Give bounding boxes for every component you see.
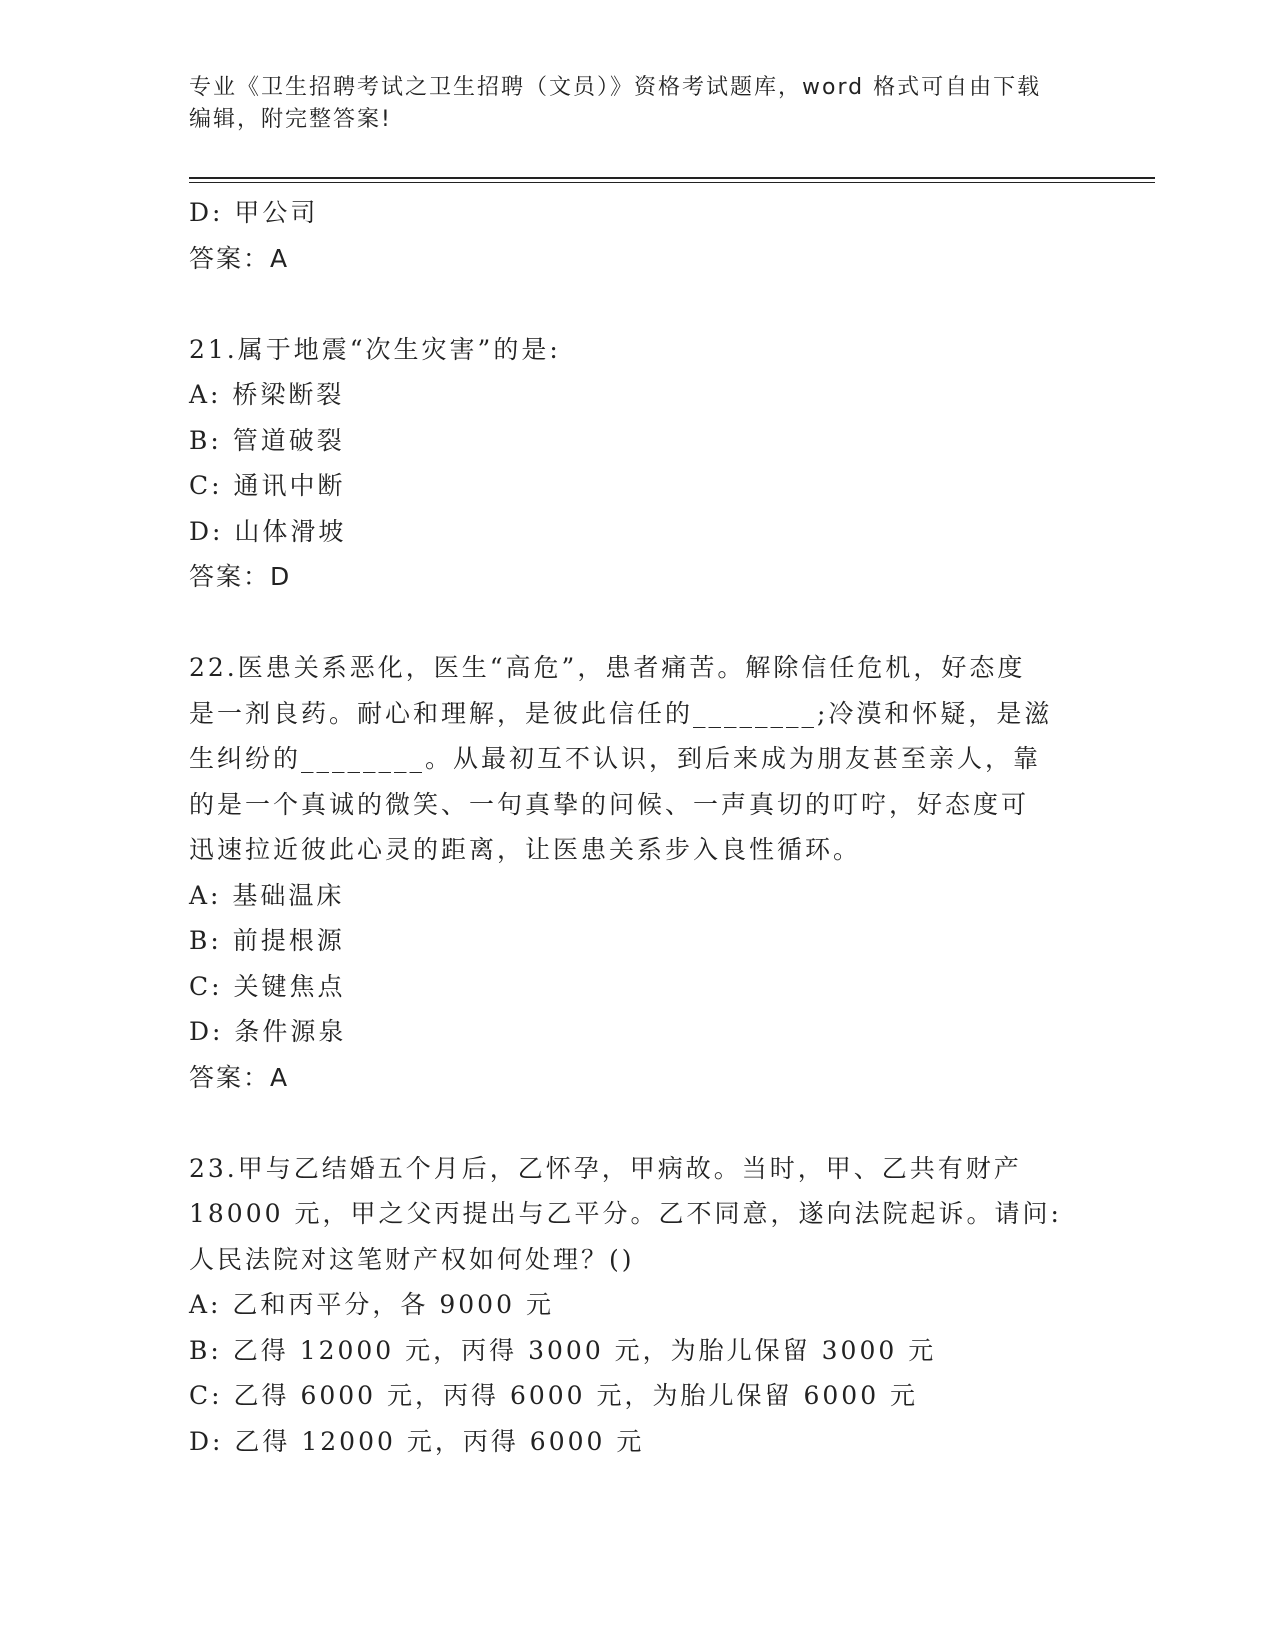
question-content	[189, 190, 1089, 1464]
header-rule-thin	[189, 182, 1155, 183]
prev-answer: 答案：A	[189, 243, 290, 273]
question-23-stem-line-2: 18000 元，甲之父丙提出与乙平分。乙不同意，遂向法院起诉。请问:	[189, 1199, 1062, 1228]
question-21	[189, 327, 1089, 600]
question-22	[189, 645, 1089, 1100]
question-23-option-d: D: 乙得 12000 元，丙得 6000 元	[189, 1426, 645, 1456]
question-22-option-d: D: 条件源泉	[189, 1017, 347, 1046]
question-22-answer: 答案：A	[189, 1062, 290, 1092]
question-23-option-a: A: 乙和丙平分，各 9000 元	[189, 1290, 554, 1319]
header-rule-thick	[189, 177, 1155, 179]
page-header	[189, 72, 1089, 136]
header-line-1: 专业《卫生招聘考试之卫生招聘（文员）》资格考试题库，word 格式可自由下载	[189, 75, 1042, 100]
question-22-option-c: C: 关键焦点	[189, 971, 346, 1001]
question-23-option-b: B: 乙得 12000 元，丙得 3000 元，为胎儿保留 3000 元	[189, 1335, 937, 1365]
spacer	[189, 1100, 1089, 1146]
question-21-answer: 答案：D	[189, 562, 292, 591]
question-22-stem-line-2: 是一剂良药。耐心和理解，是彼此信任的________;冷漠和怀疑，是滋	[189, 698, 1053, 728]
question-21-stem: 21.属于地震“次生灾害”的是:	[189, 334, 561, 364]
question-23-stem-line-1: 23.甲与乙结婚五个月后，乙怀孕，甲病故。当时，甲、乙共有财产	[189, 1153, 1022, 1183]
question-23-stem-line-3: 人民法院对这笔财产权如何处理？()	[189, 1244, 635, 1274]
question-21-option-a: A: 桥梁断裂	[189, 380, 345, 409]
question-22-stem-line-3: 生纠纷的________。从最初互不认识，到后来成为朋友甚至亲人，靠	[189, 744, 1042, 773]
question-23-option-c: C: 乙得 6000 元，丙得 6000 元，为胎儿保留 6000 元	[189, 1381, 919, 1410]
question-22-stem-line-4: 的是一个真诚的微笑、一句真挚的问候、一声真切的叮咛，好态度可	[189, 789, 1030, 819]
spacer	[189, 281, 1089, 327]
question-22-option-a: A: 基础温床	[189, 880, 345, 910]
question-22-stem-line-5: 迅速拉近彼此心灵的距离，让医患关系步入良性循环。	[189, 835, 862, 864]
question-23	[189, 1146, 1089, 1465]
spacer	[189, 600, 1089, 646]
header-line-2: 编辑，附完整答案!	[189, 107, 392, 132]
question-21-option-c: C: 通讯中断	[189, 471, 346, 500]
question-22-option-b: B: 前提根源	[189, 926, 345, 955]
prev-option-d: D: 甲公司	[189, 198, 319, 227]
question-21-option-b: B: 管道破裂	[189, 425, 345, 455]
question-22-stem-line-1: 22.医患关系恶化，医生“高危”，患者痛苦。解除信任危机，好态度	[189, 653, 1026, 682]
question-21-option-d: D: 山体滑坡	[189, 516, 347, 546]
